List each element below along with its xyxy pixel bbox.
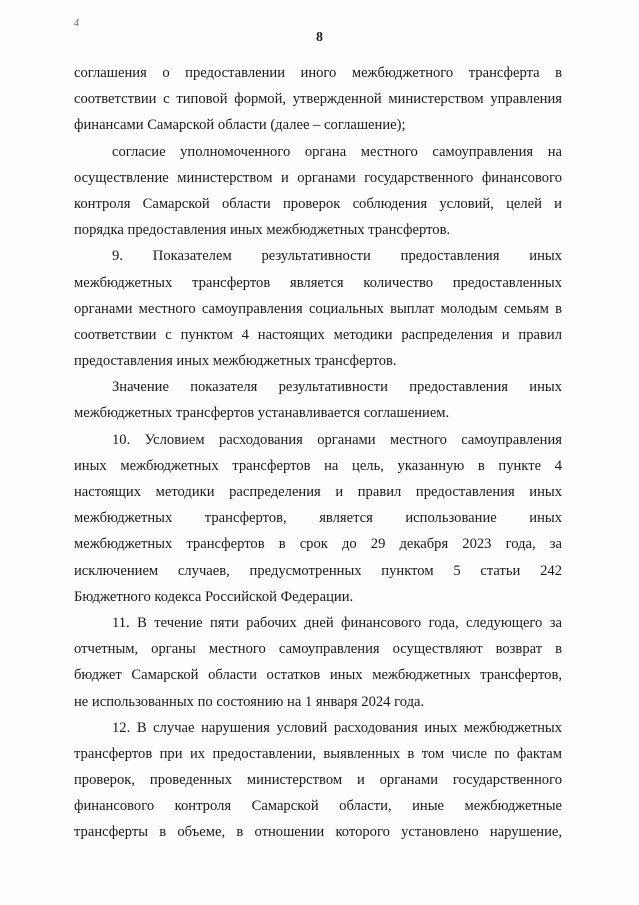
text-line: Значение показателя результативности предоставления иных [112,379,562,396]
text-line: межбюджетных трансфертов в срок до 29 декабря 2023 года, за [74,536,562,553]
paragraph [74,139,562,244]
text-line: бюджет Самарской области остатков иных межбюджетных трансфертов, [74,667,562,684]
text-line: финансами Самарской области (далее – соглашение); [74,117,406,134]
text-line: проверок, проведенных министерством и органами государственного [74,772,562,789]
text-line: не использованных по состоянию на 1 января 2024 года. [74,693,425,710]
text-line: исключением случаев, предусмотренных пунктом 5 статьи 242 [74,562,562,579]
paragraph [74,374,562,426]
paragraph [74,610,562,715]
text-line: межбюджетных трансфертов является количество предоставленных [74,274,562,291]
paragraph [74,60,562,139]
text-line: межбюджетных трансфертов, является использование иных [74,510,562,527]
paragraph [74,243,562,374]
text-line: трансфертов при их предоставлении, выявленных в том числе по фактам [74,745,562,762]
corner-mark: 4 [74,18,79,29]
document-body [74,60,562,846]
text-line: согласие уполномоченного органа местного самоуправления на [112,143,562,160]
text-line: 9. Показателем результативности предоставления иных [112,248,562,265]
paragraph [74,715,562,846]
text-line: соответствии с типовой формой, утвержденной министерством управления [74,91,562,108]
paragraph [74,427,562,610]
text-line: Бюджетного кодекса Российской Федерации. [74,588,354,605]
text-line: иных межбюджетных трансфертов на цель, указанную в пункте 4 [74,457,562,474]
text-line: 11. В течение пяти рабочих дней финансового года, следующего за [112,614,562,631]
text-line: отчетным, органы местного самоуправления осуществляют возврат в [74,641,562,658]
text-line: контроля Самарской области проверок соблюдения условий, целей и [74,195,562,212]
page-number: 8 [316,30,323,45]
text-line: 12. В случае нарушения условий расходования иных межбюджетных [112,719,562,736]
text-line: органами местного самоуправления социальных выплат молодым семьям в [74,300,562,317]
text-line: осуществление министерством и органами государственного финансового [74,169,562,186]
text-line: трансферты в объеме, в отношении которого установлено нарушение, [74,824,562,841]
text-line: межбюджетных трансфертов устанавливается соглашением. [74,405,450,422]
text-line: порядка предоставления иных межбюджетных трансфертов. [74,222,451,239]
text-line: соответствии с пунктом 4 настоящих методики распределения и правил [74,326,562,343]
text-line: соглашения о предоставлении иного межбюджетного трансферта в [74,65,562,81]
text-line: настоящих методики распределения и правил предоставления иных [74,484,562,500]
text-line: финансового контроля Самарской области, иные межбюджетные [74,798,562,815]
text-line: предоставления иных межбюджетных трансфертов. [74,353,397,370]
text-line: 10. Условием расходования органами местного самоуправления [112,431,562,448]
